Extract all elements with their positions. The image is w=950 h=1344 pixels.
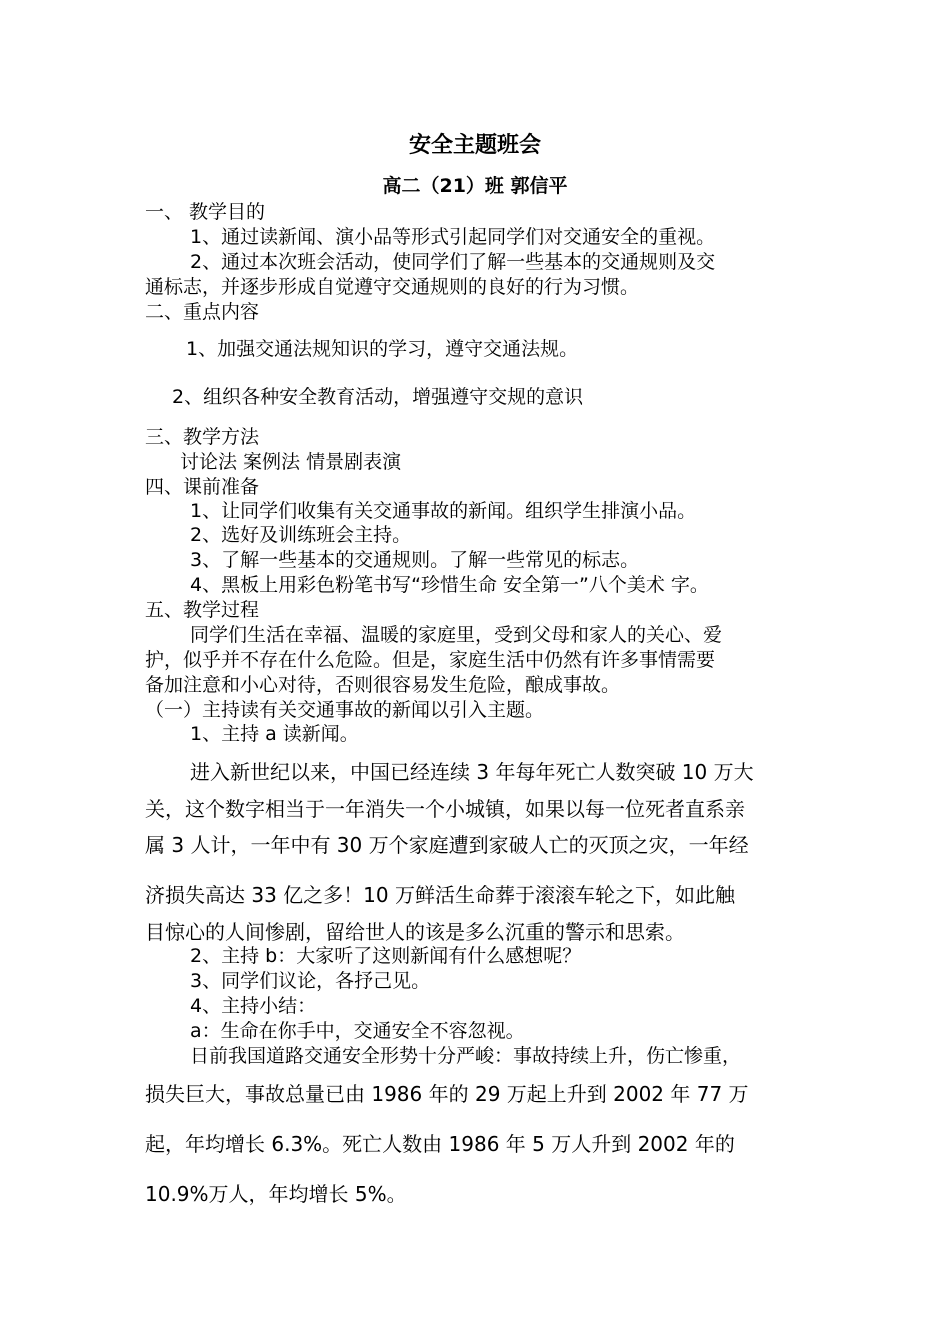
sec5-intro-line-1: 同学们生活在幸福、温暖的家庭里，受到父母和家人的关心、爱: [190, 624, 723, 646]
news-line-3: 属 3 人计，一年中有 30 万个家庭遭到家破人亡的灭顶之灾，一年经: [145, 833, 749, 857]
section-1-heading: 一、 教学目的: [145, 201, 266, 223]
sec1-paragraph-1: 1、通过读新闻、演小品等形式引起同学们对交通安全的重视。: [190, 226, 716, 248]
sec5-host-b: 2、主持 b：大家听了这则新闻有什么感想呢？: [190, 945, 582, 967]
sec2-item-1: 1、加强交通法规知识的学习，遵守交通法规。: [186, 338, 579, 360]
stats-line-3: 起，年均增长 6.3%。死亡人数由 1986 年 5 万人升到 2002 年的: [145, 1132, 735, 1156]
sec5-intro-line-3: 备加注意和小心对待，否则很容易发生危险，酿成事故。: [145, 674, 621, 696]
section-3-heading: 三、教学方法: [145, 426, 260, 448]
section-4-heading: 四、课前准备: [145, 476, 260, 498]
news-line-4: 济损失高达 33 亿之多！10 万鲜活生命葬于滚滚车轮之下，如此触: [145, 883, 735, 907]
sec2-item-2: 2、组织各种安全教育活动，增强遵守交规的意识: [172, 386, 584, 408]
sec5-discuss: 3、同学们议论，各抒己见。: [190, 970, 431, 992]
sec1-paragraph-2-line-1: 2、通过本次班会活动，使同学们了解一些基本的交通规则及交: [190, 251, 716, 273]
stats-line-4: 10.9%万人，年均增长 5%。: [145, 1182, 407, 1206]
sec5-host-a: 1、主持 a 读新闻。: [190, 723, 359, 745]
sec5-part-1-heading: （一）主持读有关交通事故的新闻以引入主题。: [145, 699, 545, 721]
sec4-item-3: 3、了解一些基本的交通规则。了解一些常见的标志。: [190, 549, 640, 571]
page-title: 安全主题班会: [408, 133, 541, 158]
section-5-heading: 五、教学过程: [145, 599, 260, 621]
stats-line-2: 损失巨大，事故总量已由 1986 年的 29 万起上升到 2002 年 77 万: [145, 1082, 749, 1106]
news-line-1: 进入新世纪以来，中国已经连续 3 年每年死亡人数突破 10 万大: [190, 760, 754, 784]
sec4-item-1: 1、让同学们收集有关交通事故的新闻。组织学生排演小品。: [190, 500, 697, 522]
news-line-5: 目惊心的人间惨剧，留给世人的该是多么沉重的警示和思索。: [145, 920, 685, 944]
sec5-summary-a: a：生命在你手中，交通安全不容忽视。: [190, 1020, 525, 1042]
stats-line-1: 日前我国道路交通安全形势十分严峻：事故持续上升，伤亡惨重，: [190, 1045, 742, 1067]
page-subtitle: 高二（21）班 郭信平: [382, 175, 568, 197]
sec4-item-4: 4、黑板上用彩色粉笔书写“珍惜生命 安全第一”八个美术 字。: [190, 574, 709, 596]
sec5-summary: 4、主持小结：: [190, 995, 317, 1017]
sec5-intro-line-2: 护，似乎并不存在什么危险。但是，家庭生活中仍然有许多事情需要: [145, 649, 716, 671]
sec3-methods: 讨论法 案例法 情景剧表演: [180, 451, 402, 473]
sec4-item-2: 2、选好及训练班会主持。: [190, 524, 412, 546]
news-line-2: 关，这个数字相当于一年消失一个小城镇，如果以每一位死者直系亲: [145, 797, 745, 821]
sec1-paragraph-2-line-2: 通标志，并逐步形成自觉遵守交通规则的良好的行为习惯。: [145, 276, 640, 298]
section-2-heading: 二、重点内容: [145, 301, 260, 323]
